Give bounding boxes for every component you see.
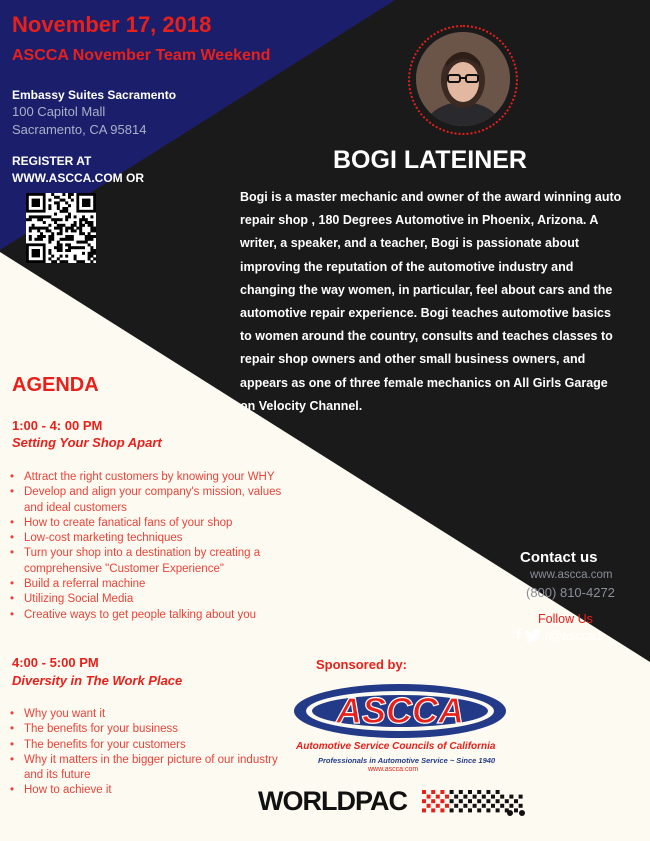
register-line-2: WWW.ASCCA.COM OR bbox=[12, 171, 144, 185]
session-1-item: • Develop and align your company's mission, values and ideal customers bbox=[0, 485, 300, 516]
session-2-time: 4:00 - 5:00 PM bbox=[12, 655, 99, 670]
session-1-item: • Creative ways to get people talking about you bbox=[0, 608, 300, 623]
ascca-name: Automotive Service Councils of California bbox=[296, 741, 496, 752]
session-1-time: 1:00 - 4: 00 PM bbox=[12, 418, 103, 433]
ascca-logo bbox=[292, 682, 508, 745]
twitter-icon[interactable] bbox=[525, 629, 541, 642]
session-2-title: Diversity in The Work Place bbox=[12, 673, 183, 688]
session-1-item: • Low-cost marketing techniques bbox=[0, 531, 300, 546]
agenda-heading: AGENDA bbox=[12, 374, 99, 396]
address-line-2: Sacramento, CA 95814 bbox=[12, 122, 147, 137]
session-1-item: • Utilizing Social Media bbox=[0, 592, 300, 607]
session-2-item: • The benefits for your customers bbox=[0, 738, 290, 753]
ascca-logo-text: ASCCA bbox=[335, 690, 465, 731]
facebook-icon[interactable]: f bbox=[516, 627, 521, 643]
worldpac-checker-graphic bbox=[422, 788, 542, 821]
follow-us-label: Follow Us bbox=[538, 612, 593, 626]
qr-code[interactable] bbox=[26, 193, 96, 263]
register-text bbox=[12, 153, 144, 187]
social-handle[interactable]: /@ascca1 bbox=[545, 628, 603, 643]
worldpac-logo-text: WORLDPAC bbox=[258, 786, 407, 816]
event-title: ASCCA November Team Weekend bbox=[12, 47, 271, 64]
session-2-items bbox=[0, 707, 290, 799]
ascca-tagline: Professionals in Automotive Service ~ Since 1940 bbox=[318, 756, 496, 765]
sponsored-by-label: Sponsored by: bbox=[316, 657, 408, 672]
session-2-item: • The benefits for your business bbox=[0, 722, 290, 737]
session-1-item: • Turn your shop into a destination by creating a comprehensive "Customer Experience" bbox=[0, 546, 300, 577]
session-2-item: • Why you want it bbox=[0, 707, 290, 722]
register-line-1: REGISTER AT bbox=[12, 154, 92, 168]
social-links bbox=[516, 627, 603, 644]
venue-name: Embassy Suites Sacramento bbox=[12, 88, 177, 102]
ascca-url[interactable]: www.ascca.com bbox=[368, 766, 419, 773]
address-line-1: 100 Capitol Mall bbox=[12, 104, 106, 119]
contact-phone: (800) 810-4272 bbox=[526, 585, 615, 600]
session-1-item: • Attract the right customers by knowing your WHY bbox=[0, 470, 300, 485]
speaker-name: BOGI LATEINER bbox=[333, 146, 527, 174]
speaker-photo bbox=[416, 32, 510, 126]
session-2-item: • How to achieve it bbox=[0, 783, 290, 798]
qr-code-graphic bbox=[26, 193, 96, 263]
session-1-title: Setting Your Shop Apart bbox=[12, 435, 162, 450]
session-1-item: • Build a referral machine bbox=[0, 577, 300, 592]
event-date: November 17, 2018 bbox=[12, 12, 212, 37]
session-2-item: • Why it matters in the bigger picture of our industry and its future bbox=[0, 753, 290, 784]
contact-heading: Contact us bbox=[520, 549, 598, 566]
session-1-item: • How to create fanatical fans of your shop bbox=[0, 516, 300, 531]
session-1-items bbox=[0, 470, 300, 623]
speaker-bio: Bogi is a master mechanic and owner of the award winning auto repair shop , 180 Degrees Automotive in Phoenix, Arizona. A writer, a speaker, and a teacher, Bogi is passionate about improving the reputation of the automotive industry and changing the way women, in particular, feel about cars and the automotive repair experience. Bogi teaches automotive basics to women around the country, consults and teaches classes to repair shop owners and other small business owners, and appears as one of three female mechanics on All Girls Garage on Velocity Channel. bbox=[240, 190, 622, 413]
contact-website[interactable]: www.ascca.com bbox=[530, 569, 613, 581]
